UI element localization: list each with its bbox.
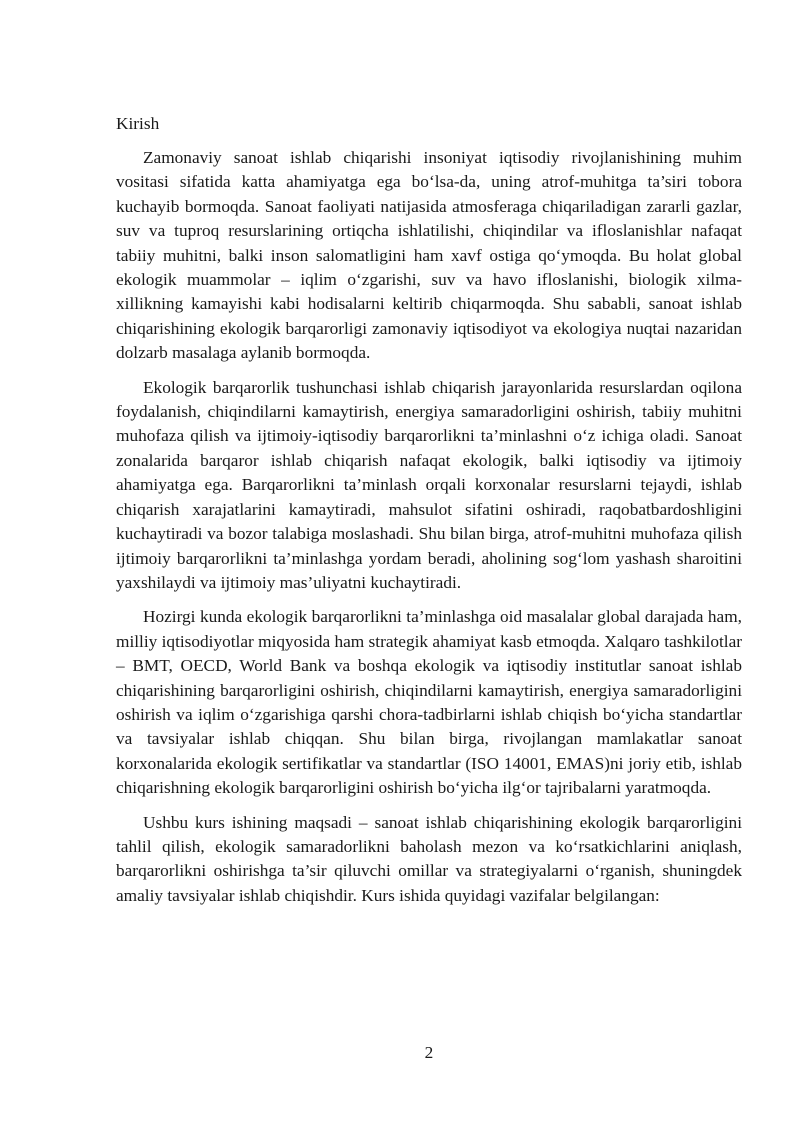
page-number: 2 (424, 1043, 434, 1062)
page-body (116, 112, 742, 918)
paragraph-2: Ekologik barqarorlik tushunchasi ishlab chiqarish jarayonlarida resurslardan oqilona foydalanish, chiqindilarni kamaytirish, energiya samaradorligini oshirish, tabiiy muhitni muhofaza qilish va ijtimoiy-iqtisodiy barqarorlikni ta’minlashni o‘z ichiga oladi. Sanoat zonalarida barqaror ishlab chiqarish nafaqat ekologik, balki iqtisodiy va ijtimoiy ahamiyatga ega. Barqarorlikni ta’minlash orqali korxonalar resurslarni tejaydi, ishlab chiqarish xarajatlarini kamaytiradi, mahsulot sifatini oshiradi, raqobatbardoshligini kuchaytiradi va bozor talabiga moslashadi. Shu bilan birga, atrof-muhitni muhofaza qilish ijtimoiy barqarorlikni ta’minlashga yordam beradi, aholining sog‘lom yashash sharoitini yaxshilaydi va ijtimoiy mas’uliyatni kuchaytiradi. (116, 377, 742, 592)
paragraph-1: Zamonaviy sanoat ishlab chiqarishi insoniyat iqtisodiy rivojlanishining muhim vositasi sifatida katta ahamiyatga ega bo‘lsa-da, uning atrof-muhitga ta’siri tobora kuchayib bormoqda. Sanoat faoliyati natijasida atmosferaga chiqariladigan zararli gazlar, suv va tuproq resurslarining ortiqcha ishlatilishi, chiqindilar va ifloslanishlar nafaqat tabiiy muhitni, balki inson salomatligini ham xavf ostiga qo‘ymoqda. Bu holat global ekologik muammolar – iqlim o‘zgarishi, suv va havo ifloslanishi, biologik xilma-xillikning kamayishi kabi hodisalarni keltirib chiqarmoqda. Shu sababli, sanoat ishlab chiqarishining ekologik barqarorligi zamonaviy iqtisodiyot va ekologiya nuqtai nazaridan dolzarb masalaga aylanib bormoqda. (116, 148, 742, 363)
paragraph-3: Hozirgi kunda ekologik barqarorlikni ta’minlashga oid masalalar global darajada ham, milliy iqtisodiyotlar miqyosida ham strategik ahamiyat kasb etmoqda. Xalqaro tashkilotlar – BMT, OECD, World Bank va boshqa ekologik va iqtisodiy institutlar sanoat ishlab chiqarishining barqarorligini oshirish, chiqindilarni kamaytirish, energiya samaradorligini oshirish va iqlim o‘zgarishiga qarshi chora-tadbirlarni ishlab chiqish bo‘yicha standartlar va tavsiyalar ishlab chiqqan. Shu bilan birga, rivojlangan mamlakatlar sanoat korxonalarida ekologik sertifikatlar va standartlar (ISO 14001, EMAS)ni joriy etib, ishlab chiqarishning ekologik barqarorligini oshirish bo‘yicha ilg‘or tajribalarni yaratmoqda. (116, 607, 742, 798)
paragraph-4: Ushbu kurs ishining maqsadi – sanoat ishlab chiqarishining ekologik barqarorligini tahlil qilish, ekologik samaradorlikni baholash mezon va ko‘rsatkichlarini aniqlash, barqarorlikni oshirishga ta’sir qiluvchi omillar va strategiyalarni o‘rganish, shuningdek amaliy tavsiyalar ishlab chiqishdir. Kurs ishida quyidagi vazifalar belgilangan: (116, 812, 742, 905)
section-heading: Kirish (116, 114, 160, 133)
